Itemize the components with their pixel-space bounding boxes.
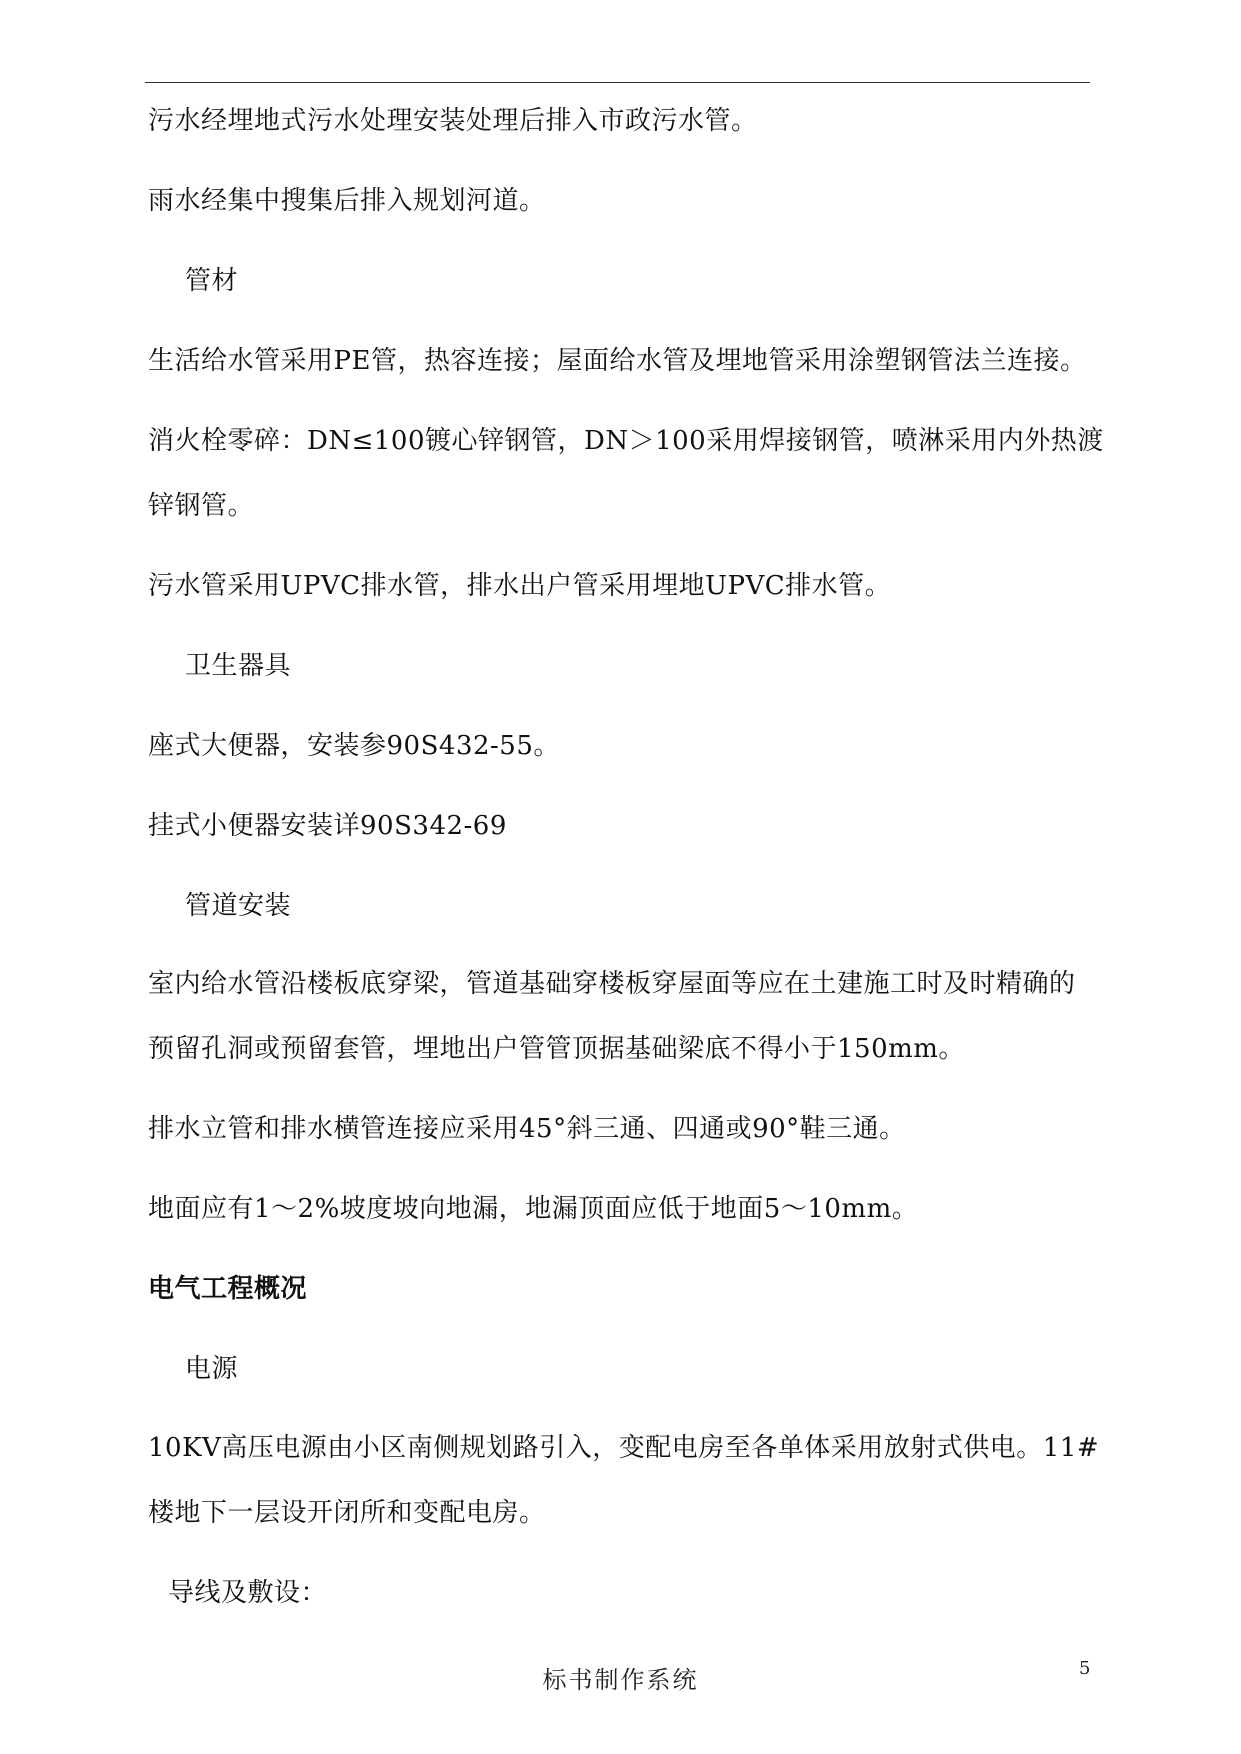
body-line-9: 室内给水管沿楼板底穿梁，管道基础穿楼板穿屋面等应在土建施工时及时精确的 [148,969,1076,999]
body-line-10: 预留孔洞或预留套管，埋地出户管管顶据基础梁底不得小于150mm。 [148,1034,965,1064]
body-line-3: 生活给水管采用PE管，热容连接；屋面给水管及埋地管采用涂塑钢管法兰连接。 [148,346,1087,376]
body-line-2: 雨水经集中搜集后排入规划河道。 [148,186,546,216]
subheading-pipe-installation: 管道安装 [185,891,292,921]
body-line-14: 楼地下一层设开闭所和变配电房。 [148,1498,546,1528]
subheading-wiring: 导线及敷设： [168,1578,328,1608]
body-line-11: 排水立管和排水横管连接应采用45°斜三通、四通或90°鞋三通。 [148,1114,906,1144]
body-line-1: 污水经埋地式污水处理安装处理后排入市政污水管。 [148,106,758,136]
page-number: 5 [1079,1658,1091,1679]
body-line-12: 地面应有1～2%坡度坡向地漏，地漏顶面应低于地面5～10mm。 [148,1194,919,1224]
subheading-sanitary-fixtures: 卫生器具 [185,651,292,681]
subheading-power-source: 电源 [185,1354,239,1384]
subheading-pipe-materials: 管材 [185,266,239,296]
section-heading-electrical: 电气工程概况 [148,1274,308,1304]
body-line-7: 座式大便器，安装参90S432-55。 [148,731,560,761]
body-line-13: 10KV高压电源由小区南侧规划路引入，变配电房至各单体采用放射式供电。11# [148,1433,1100,1463]
body-line-6: 污水管采用UPVC排水管，排水出户管采用埋地UPVC排水管。 [148,571,892,601]
body-line-5: 锌钢管。 [148,491,255,521]
body-line-4: 消火栓零碎：DN≤100镀心锌钢管，DN＞100采用焊接钢管，喷淋采用内外热渡 [148,426,1104,456]
footer-title: 标书制作系统 [542,1666,699,1694]
header-rule [145,82,1090,83]
body-line-8: 挂式小便器安装详90S342-69 [148,811,507,841]
